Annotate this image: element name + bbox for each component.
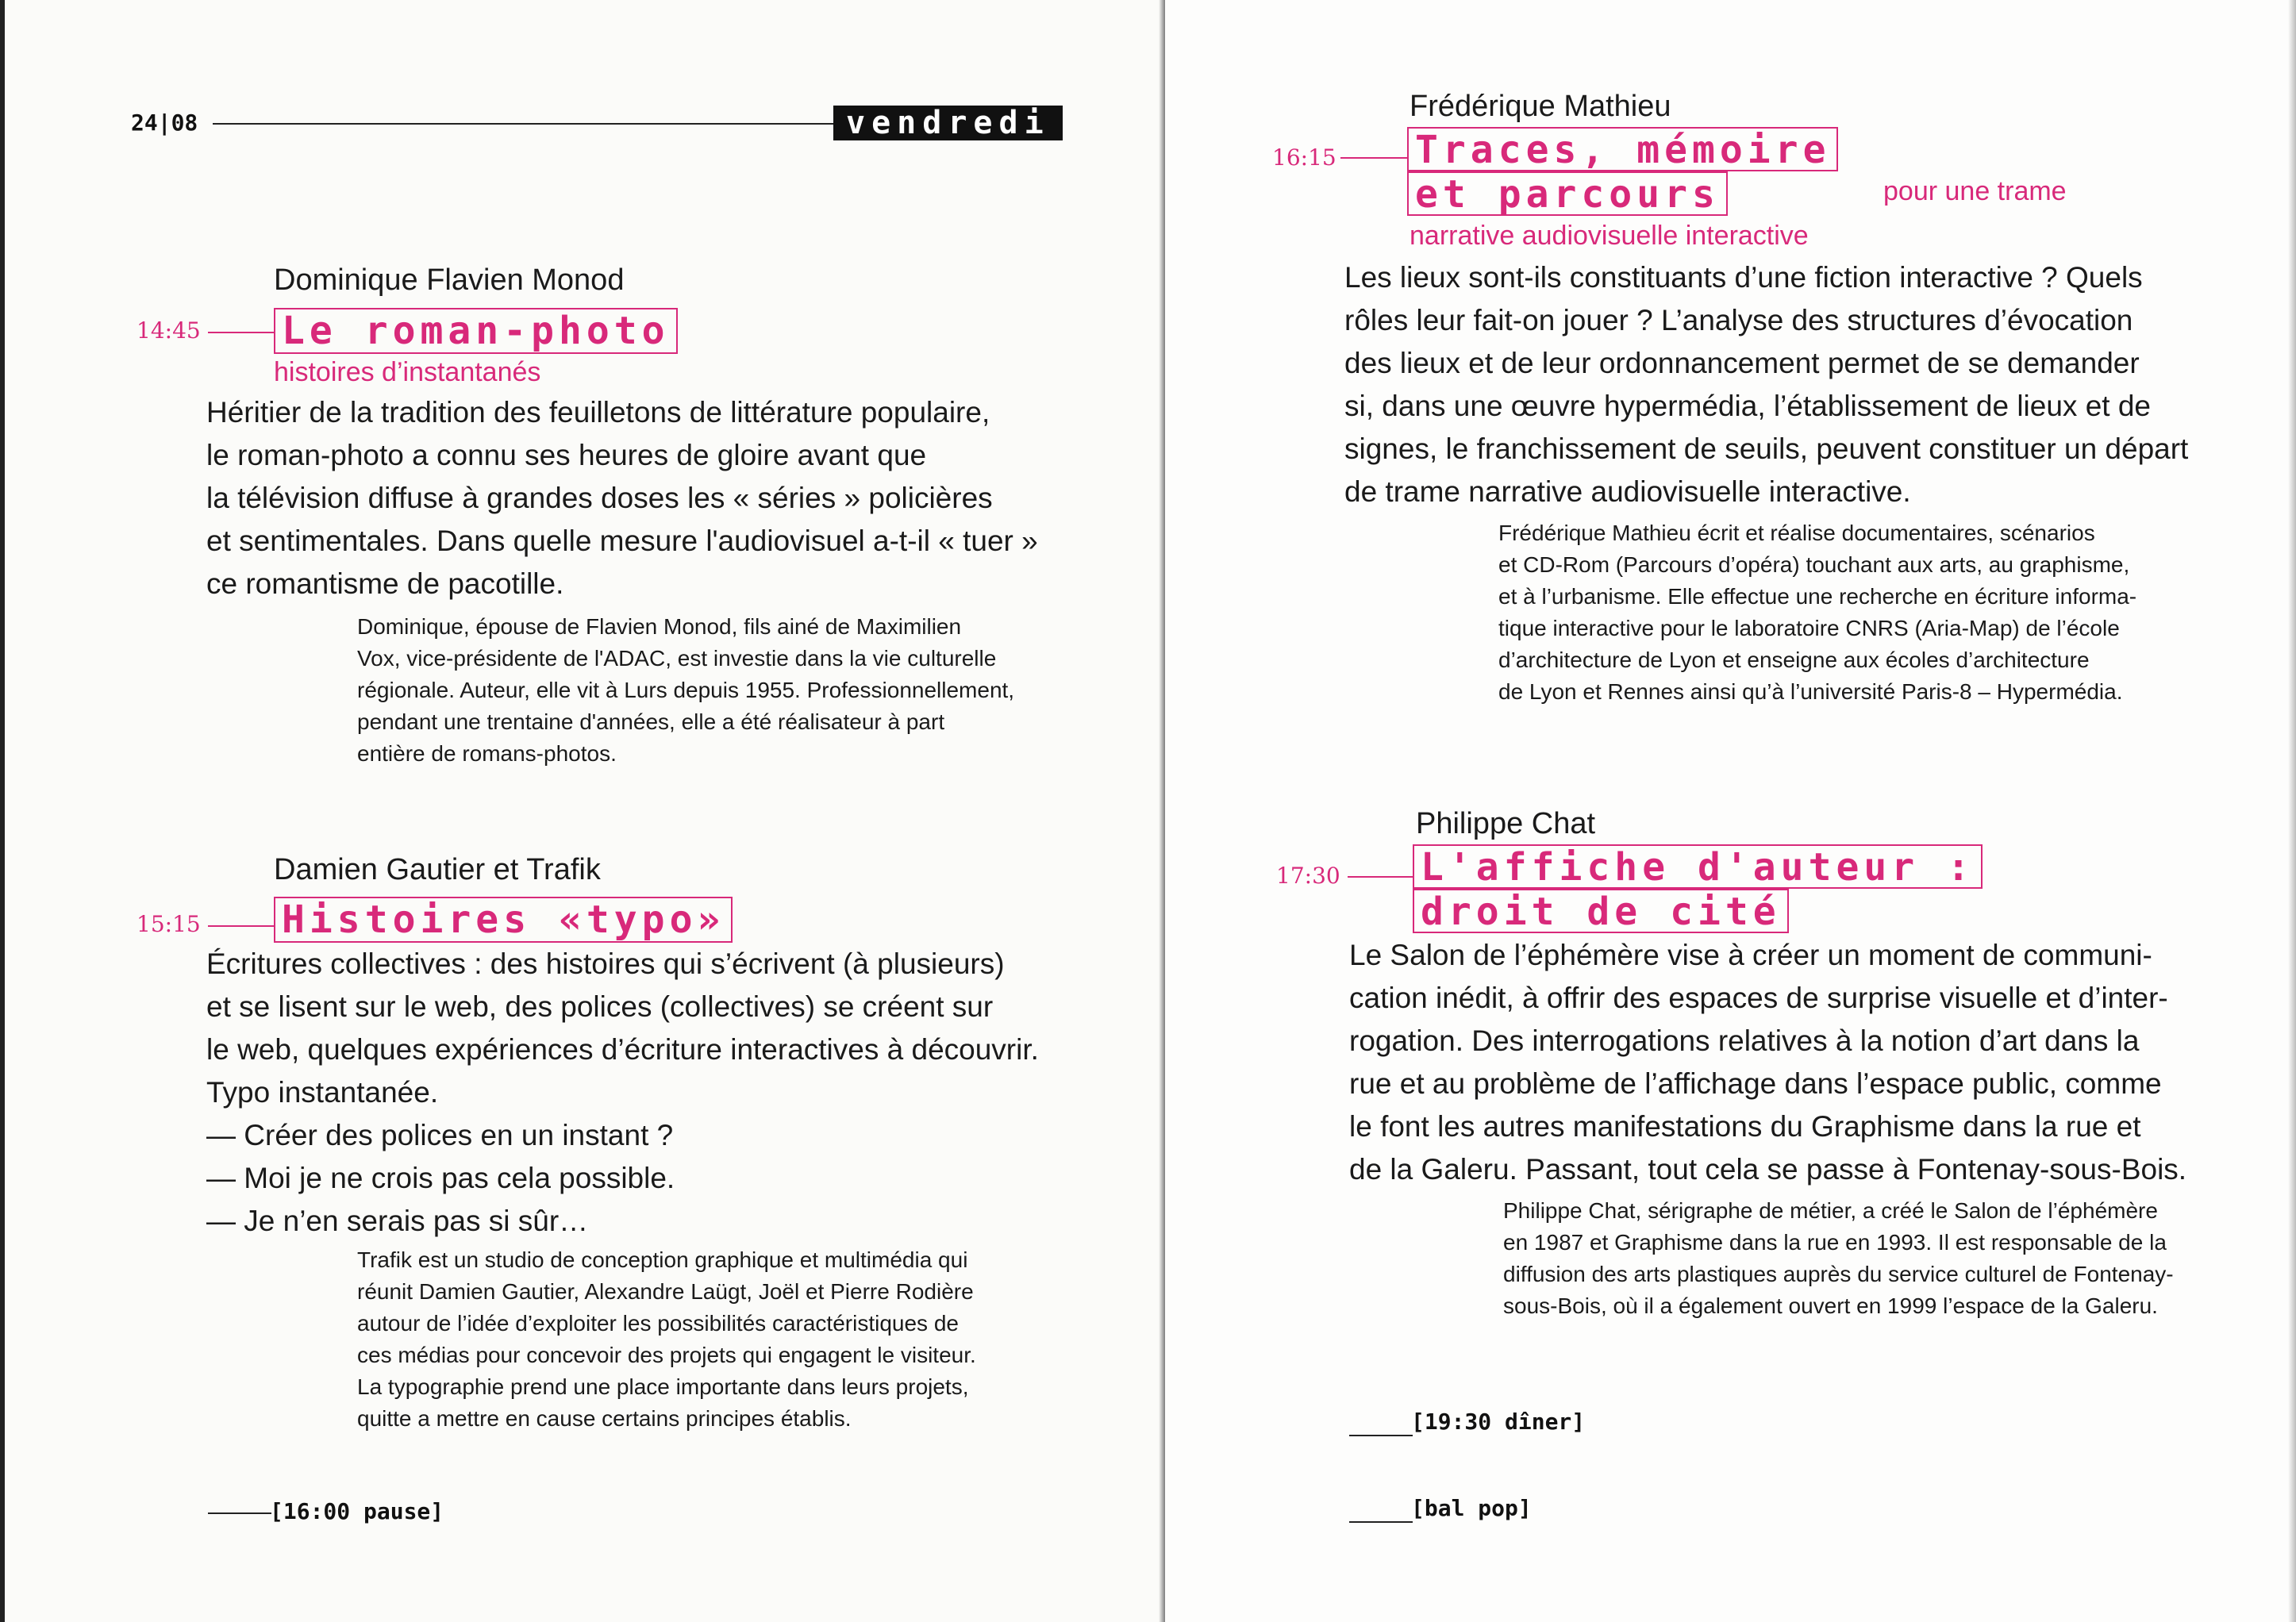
text-line: rue et au problème de l’affichage dans l’espace public, comme [1349,1067,2162,1100]
session-time: 16:15 [1272,144,1336,171]
text-line: Typo instantanée. [206,1076,439,1109]
session-time: 14:45 [137,317,201,344]
text-line: de la Galeru. Passant, tout cela se passe à Fontenay-sous-Bois. [1349,1153,2187,1186]
break-rule [208,1512,271,1514]
day-tab: vendredi [833,106,1063,140]
break-rule [1349,1521,1413,1523]
text-line: diffusion des arts plastiques auprès du service culturel de Fontenay- [1503,1262,2174,1286]
text-line: La typographie prend une place importante dans leurs projets, [357,1374,969,1399]
text-line: cation inédit, à offrir des espaces de surprise visuelle et d’inter- [1349,982,2168,1014]
text-line: — Je n’en serais pas si sûr… [206,1205,589,1237]
speaker-name: Frédérique Mathieu [1410,90,1671,123]
session-subtitle: histoires d’instantanés [274,357,541,387]
text-line: Le Salon de l’éphémère vise à créer un moment de communi- [1349,939,2152,971]
text-line: de trame narrative audiovisuelle interactive. [1344,475,1911,508]
text-line: et CD-Rom (Parcours d’opéra) touchant aux arts, au graphisme, [1498,552,2130,577]
break-label: [16:00 pause] [270,1498,444,1524]
speaker-bio [357,611,1014,770]
page-edge [2288,0,2296,1622]
break-label: [bal pop] [1411,1495,1532,1521]
text-line: le font les autres manifestations du Graphisme dans la rue et [1349,1110,2141,1143]
session-title-line: droit de cité [1413,889,1789,933]
session-description [206,943,1039,1243]
speaker-name: Dominique Flavien Monod [274,263,625,297]
page-folio: 24|08 [131,110,198,136]
text-line: signes, le franchissement de seuils, peuvent constituer un départ [1344,432,2189,465]
text-line: tique interactive pour le laboratoire CNRS (Aria-Map) de l’école [1498,616,2120,640]
text-line: ces médias pour concevoir des projets qui engagent le visiteur. [357,1343,976,1367]
text-line: — Moi je ne crois pas cela possible. [206,1162,675,1194]
text-line: Vox, vice-présidente de l'ADAC, est investie dans la vie culturelle [357,646,997,671]
speaker-bio [1503,1195,2174,1322]
header-rule [213,123,840,125]
speaker-bio [1498,517,2136,708]
text-line: sous-Bois, où il a également ouvert en 1999 l’espace de la Galeru. [1503,1293,2158,1318]
text-line: quitte a mettre en cause certains principes établis. [357,1406,852,1431]
text-line: si, dans une œuvre hypermédia, l’établissement de lieux et de [1344,390,2151,422]
text-line: de Lyon et Rennes ainsi qu’à l’université Paris-8 – Hypermédia. [1498,679,2123,704]
session-time: 15:15 [137,911,201,937]
session-time: 17:30 [1276,863,1340,889]
text-line: — Créer des polices en un instant ? [206,1119,674,1151]
speaker-bio [357,1244,976,1435]
text-line: le web, quelques expériences d’écriture interactives à découvrir. [206,1033,1039,1066]
text-line: Frédérique Mathieu écrit et réalise documentaires, scénarios [1498,521,2095,545]
text-line: Trafik est un studio de conception graphique et multimédia qui [357,1247,968,1272]
time-rule [1348,876,1414,878]
time-rule [1340,157,1409,159]
session-title-line: et parcours [1407,171,1728,216]
text-line: et à l’urbanisme. Elle effectue une recherche en écriture informa- [1498,584,2137,609]
text-line: des lieux et de leur ordonnancement permet de se demander [1344,347,2140,379]
text-line: entière de romans-photos. [357,741,617,766]
text-line: la télévision diffuse à grandes doses les « séries » policières [206,482,993,514]
speaker-name: Damien Gautier et Trafik [274,853,601,886]
break-label: [19:30 dîner] [1411,1409,1586,1435]
session-description [1344,256,2188,513]
session-title-line: Traces, mémoire [1407,127,1838,171]
text-line: et se lisent sur le web, des polices (collectives) se créent sur [206,990,994,1023]
text-line: autour de l’idée d’exploiter les possibilités caractéristiques de [357,1311,959,1336]
text-line: rogation. Des interrogations relatives à la notion d’art dans la [1349,1024,2140,1057]
speaker-name: Philippe Chat [1416,807,1596,840]
text-line: et sentimentales. Dans quelle mesure l'audiovisuel a-t-il « tuer » [206,525,1038,557]
session-title-line: L'affiche d'auteur : [1413,844,1983,889]
text-line: ce romantisme de pacotille. [206,567,564,600]
text-line: d’architecture de Lyon et enseigne aux écoles d’architecture [1498,648,2090,672]
text-line: Écritures collectives : des histoires qui s’écrivent (à plusieurs) [206,947,1005,980]
session-description [206,391,1038,605]
text-line: Dominique, épouse de Flavien Monod, fils ainé de Maximilien [357,614,962,639]
session-title: Le roman-photo [274,308,678,354]
text-line: le roman-photo a connu ses heures de gloire avant que [206,439,927,471]
time-rule [208,332,275,333]
text-line: Héritier de la tradition des feuilletons de littérature populaire, [206,396,990,429]
text-line: pendant une trentaine d'années, elle a été réalisateur à part [357,709,945,734]
text-line: régionale. Auteur, elle vit à Lurs depuis 1955. Professionnellement, [357,678,1015,702]
text-line: en 1987 et Graphisme dans la rue en 1993. Il est responsable de la [1503,1230,2167,1255]
text-line: Les lieux sont-ils constituants d’une fiction interactive ? Quels [1344,261,2143,294]
break-rule [1349,1435,1413,1436]
session-title: Histoires «typo» [274,897,733,943]
time-rule [208,925,275,927]
page-edge [0,0,5,1622]
right-page [1165,0,2296,1622]
text-line: rôles leur fait-on jouer ? L’analyse des structures d’évocation [1344,304,2133,336]
session-description [1349,934,2186,1191]
session-subtitle: narrative audiovisuelle interactive [1410,221,1809,251]
text-line: réunit Damien Gautier, Alexandre Laügt, Joël et Pierre Rodière [357,1279,974,1304]
session-subtitle-inline: pour une trame [1883,176,2067,206]
text-line: Philippe Chat, sérigraphe de métier, a créé le Salon de l’éphémère [1503,1198,2158,1223]
